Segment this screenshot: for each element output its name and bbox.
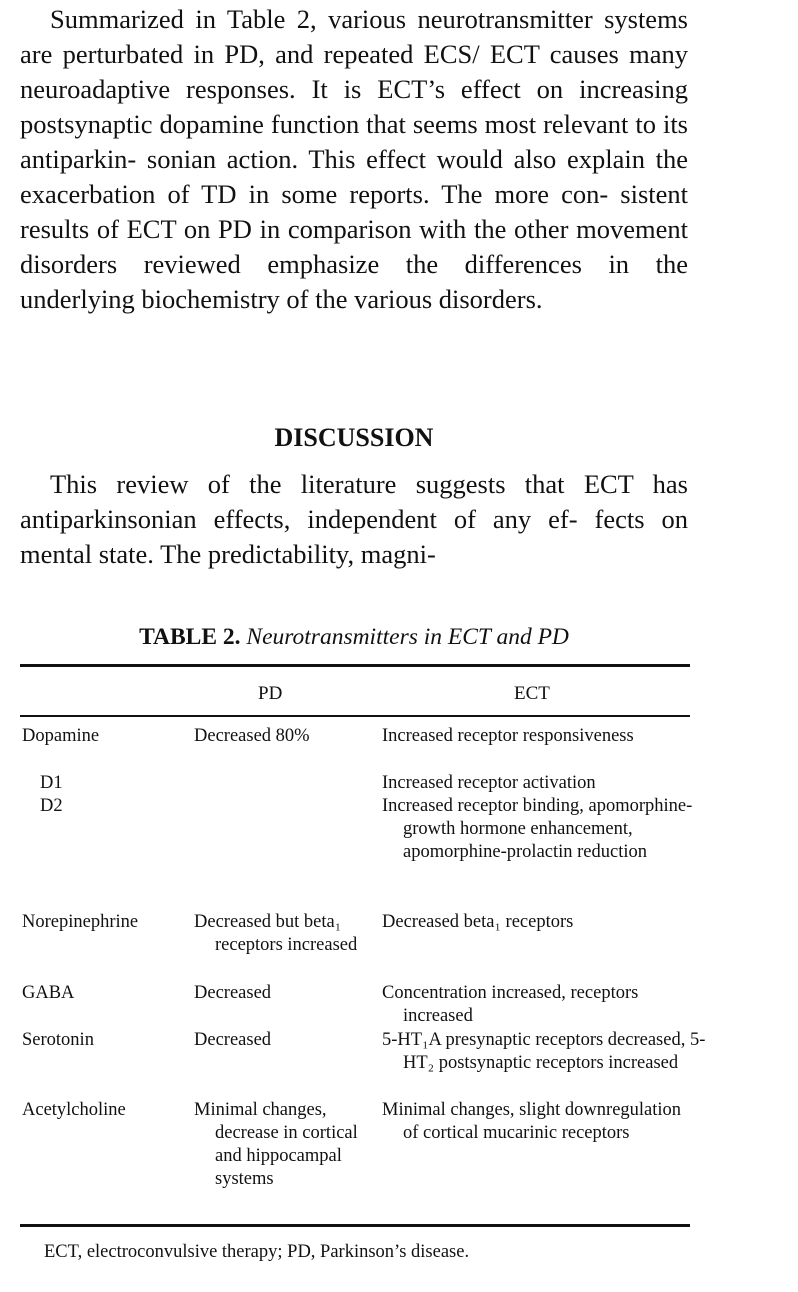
section-heading: DISCUSSION xyxy=(274,423,434,452)
table-number: TABLE 2. xyxy=(139,624,241,650)
table-cell-pd: Decreased xyxy=(194,983,272,1003)
table-cell-ect: Decreased beta₁ receptors xyxy=(382,912,574,932)
table-row-name: D1 xyxy=(40,773,63,793)
table-title xyxy=(20,622,688,652)
paragraph: Summarized in Table 2, various neurotransmitter systems are perturbated in PD, and repeated ECS/ ECT causes many neuroadaptive responses. It is ECT’s effect on increasing postsynaptic dopamine function that seems most relevant to its antiparkin- sonian action. This effect would also explain the exacerbation of TD in some reports. The more con- sistent results of ECT on PD in comparison with the other movement disorders reviewed emphasize the differences in the underlying biochemistry of the various disorders. xyxy=(20,4,688,314)
table-row-name: Norepinephrine xyxy=(22,912,139,932)
table-cell-pd: Decreased but beta₁ receptors increased xyxy=(194,912,358,955)
column-header-pd: PD xyxy=(258,683,283,704)
table-top-rule xyxy=(20,664,690,667)
table-cell-pd: Decreased 80% xyxy=(194,726,310,746)
table-caption: Neurotransmitters in ECT and PD xyxy=(246,624,569,650)
paragraph: This review of the literature suggests that ECT has antiparkinsonian effects, independent of any ef- fects on mental state. The predictability, magni- xyxy=(20,469,688,569)
table-row-name: Acetylcholine xyxy=(22,1100,126,1120)
column-header-ect: ECT xyxy=(514,683,550,704)
table-row-name: D2 xyxy=(40,796,63,816)
table-cell-ect: 5-HT₁A presynaptic receptors decreased, 5-HT₂ postsynaptic receptors increased xyxy=(382,1030,706,1073)
table-cell-ect: Minimal changes, slight downregulation of cortical mucarinic receptors xyxy=(382,1100,682,1143)
body-text xyxy=(20,2,688,317)
table-footnote: ECT, electroconvulsive therapy; PD, Parkinson’s disease. xyxy=(44,1242,470,1262)
table-row-name: GABA xyxy=(22,983,75,1003)
table-cell-ect: Concentration increased, receptors increased xyxy=(382,983,639,1026)
table-row-name: Serotonin xyxy=(22,1030,94,1050)
table-cell-ect: Increased receptor responsiveness xyxy=(382,726,634,746)
table-cell-pd: Decreased xyxy=(194,1030,272,1050)
table-header-rule xyxy=(20,715,690,717)
table-cell-ect: Increased receptor binding, apomorphine-growth hormone enhancement, apomorphine-prolactin reduction xyxy=(382,796,693,862)
table-cell-pd: Minimal changes, decrease in cortical and hippocampal systems xyxy=(194,1100,358,1189)
discussion-text xyxy=(20,467,688,572)
table-bottom-rule xyxy=(20,1224,690,1227)
table-row-name: Dopamine xyxy=(22,726,100,746)
table-cell-ect: Increased receptor activation xyxy=(382,773,596,793)
